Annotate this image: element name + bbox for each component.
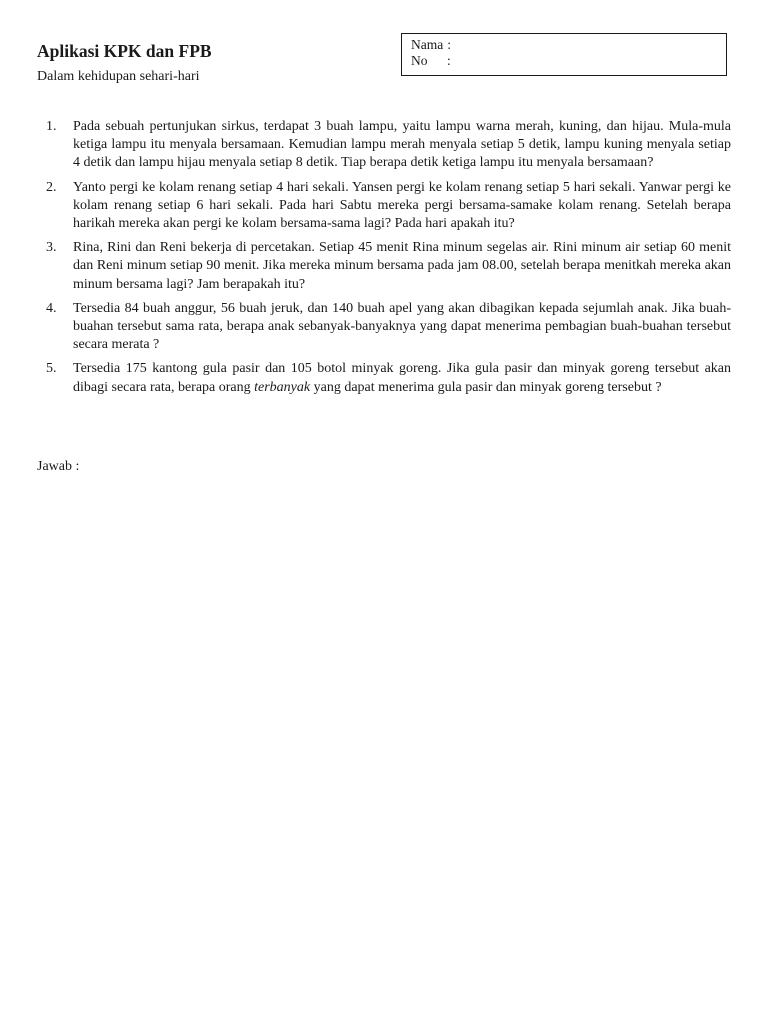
worksheet-subtitle: Dalam kehidupan sehari-hari <box>37 69 200 84</box>
question-text: Pada sebuah pertunjukan sirkus, terdapat 3 buah lampu, yaitu lampu warna merah, kuning, dan hijau. Mula-mula ketiga lampu itu menyala bersamaan. Kemudian lampu merah menyala setiap 5 detik, lampu kuning menyala setiap 4 detik dan lampu hijau menyala setiap 8 detik. Tiap berapa detik ketiga lampu itu menyala bersamaan? <box>73 119 731 171</box>
worksheet-title: Aplikasi KPK dan FPB <box>37 41 212 61</box>
question-text <box>73 360 731 396</box>
answer-label: Jawab : <box>37 459 80 474</box>
question-text: Rina, Rini dan Reni bekerja di percetakan. Setiap 45 menit Rina minum segelas air. Rini minum air setiap 60 menit dan Reni minum setiap 90 menit. Jika mereka minum bersama pada jam 08.00, setelah berapa menitkah mereka akan minum bersama lagi? Jam berapakah itu? <box>73 240 731 292</box>
question-number: 3. <box>46 240 57 256</box>
question-number: 5. <box>46 361 57 377</box>
question-number: 2. <box>46 179 57 195</box>
number-label: No <box>411 53 428 68</box>
number-row <box>411 53 726 69</box>
name-colon: : <box>447 37 451 52</box>
student-id-box <box>401 33 727 76</box>
question-list <box>37 118 731 403</box>
question-item <box>37 179 731 234</box>
question-text: Tersedia 84 buah anggur, 56 buah jeruk, dan 140 buah apel yang akan dibagikan kepada sejumlah anak. Jika buah-buahan tersebut sama rata, berapa anak sebanyak-banyaknya yang dapat menerima pembagian buah-buahan tersebut secara merata ? <box>73 300 731 353</box>
question-item <box>37 239 731 294</box>
question-text-part: Tersedia 175 kantong gula pasir dan 105 botol minyak goreng. Jika gula pasir dan minyak goreng tersebut akan dibagi secara rata, berapa orang <box>73 361 731 395</box>
question-item <box>37 300 731 355</box>
question-number: 4. <box>46 300 57 316</box>
question-emphasis: terbanyak <box>254 379 311 395</box>
question-item <box>37 360 731 396</box>
number-colon: : <box>447 53 451 68</box>
question-number: 1. <box>46 119 57 134</box>
question-item <box>37 118 731 173</box>
name-row <box>411 37 726 53</box>
question-text: Yanto pergi ke kolam renang setiap 4 hari sekali. Yansen pergi ke kolam renang setiap 5 hari sekali. Yanwar pergi ke kolam renang setiap 6 hari sekali. Pada hari Sabtu mereka pergi bersama-samake kolam renang. Setelah berapa harikah mereka akan pergi ke kolam bersama-sama lagi? Pada hari apakah itu? <box>73 179 731 232</box>
question-text-part: yang dapat menerima gula pasir dan minyak goreng tersebut ? <box>310 379 662 395</box>
name-label: Nama <box>411 37 444 52</box>
